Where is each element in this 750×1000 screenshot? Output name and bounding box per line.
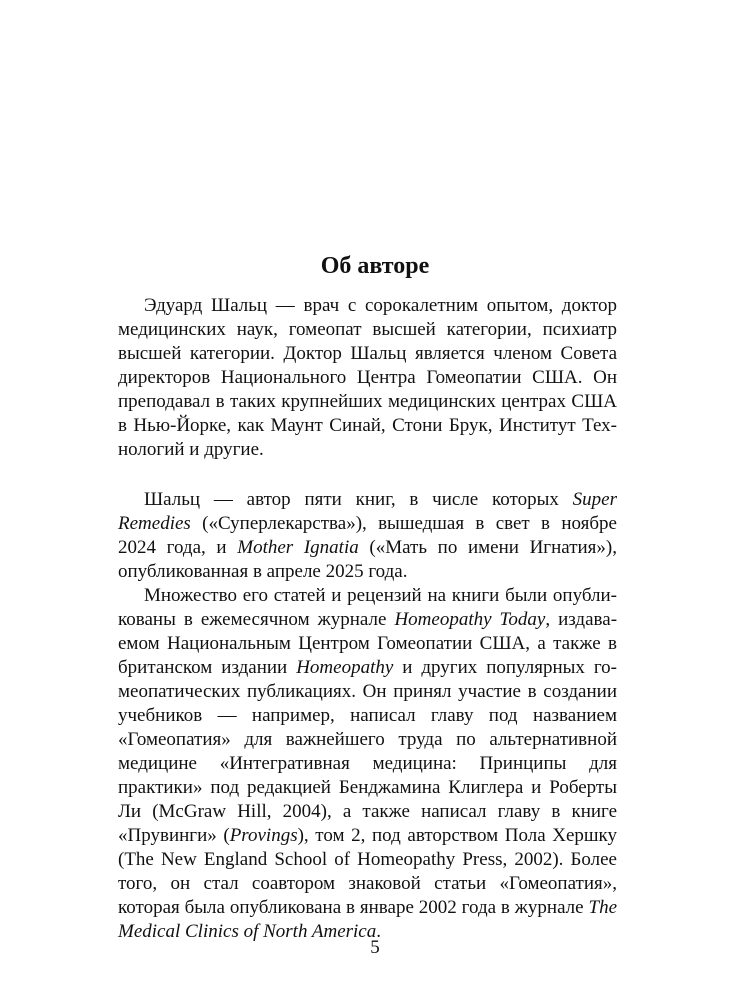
page-title: Об авторе — [320, 253, 430, 279]
paragraph-3 — [118, 584, 617, 944]
text-span: Множество его статей и рецензий на книги были опубликованы в ежемесячном журнале — [118, 585, 617, 630]
text-block-2 — [118, 488, 617, 944]
page-number: 5 — [370, 937, 380, 958]
text-span: ), том 2, под авторством Пола Хершку (The New England School of Homeopathy Press, 2002). Более того, он стал соавтором знаковой статьи «Гомеопатия», которая была опубликована в январе 2002 года в журнале — [118, 825, 617, 918]
text-span: . — [376, 921, 381, 942]
text-span: и других популярных гомеопатических публикациях. Он принял участие в создании учебников — например, написал главу под названием «Гомеопатия» для важнейшего труда по альтернативной медицине «Интегративная медицина: Принципы для практики» под редакцией Бенджамина Клиглера и Роберты Ли (McGraw Hill, 2004), а также написал главу в книге «Прувинги» ( — [118, 657, 617, 846]
text-span: , издаваемом Национальным Центром Гомеопатии США, а также в британском издании — [118, 609, 618, 678]
book-title-provings: Provings — [229, 825, 298, 846]
journal-title-homeopathy-today: Homeopathy Today — [394, 609, 546, 630]
text-span: Шальц — автор пяти книг, в числе которых — [144, 489, 573, 510]
book-title-mother-ignatia: Mother Ignatia — [237, 537, 359, 558]
paragraph-1: Эдуард Шальц — врач с сорокалетним опытом, доктор медицинских наук, гомеопат высшей категории, психиатр высшей категории. Доктор Шальц является членом Совета директоров Национального Центра Гомеопатии США. Он преподавал в таких крупнейших медицинских центрах США в Нью-Йорке, как Маунт Синай, Стони Брук, Институт Технологий и другие. — [118, 295, 617, 460]
text-span: («Мать по имени Игнатия»), опубликованная в апреле 2025 года. — [118, 537, 617, 582]
text-block-1 — [118, 294, 617, 462]
text-span: («Суперлекарства»), вышедшая в свет в ноябре 2024 года, и — [118, 513, 617, 558]
journal-title-medical-clinics: The Medical Clinics of North America — [118, 897, 617, 942]
book-title-super-remedies: Super Remedies — [118, 489, 617, 534]
paragraph-2 — [118, 488, 617, 584]
journal-title-homeopathy: Homeopathy — [296, 657, 394, 678]
